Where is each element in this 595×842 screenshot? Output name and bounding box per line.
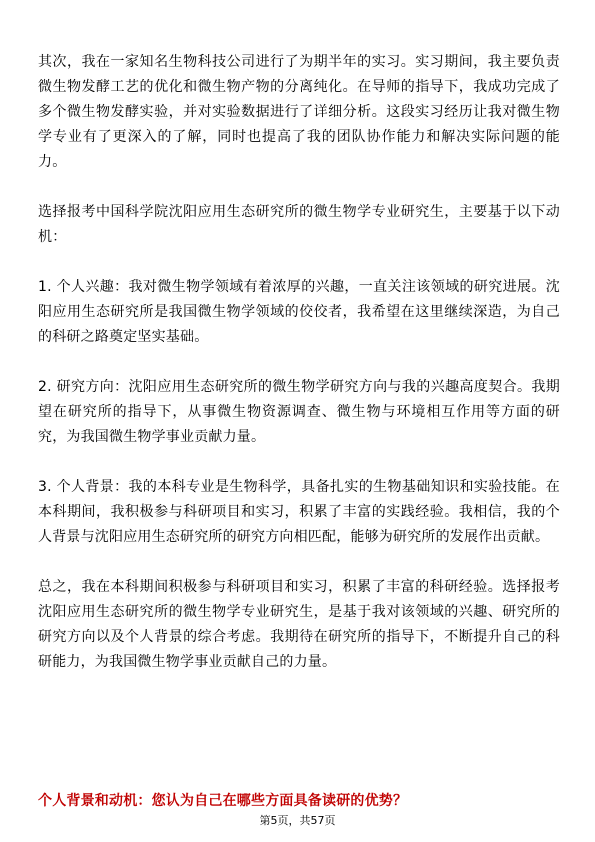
paragraph-personal-interest: 1. 个人兴趣：我对微生物学领域有着浓厚的兴趣，一直关注该领域的研究进展。沈阳应用生态研究所是我国微生物学领域的佼佼者，我希望在这里继续深造，为自己的科研之路奠定坚实基础。 bbox=[38, 279, 560, 345]
paragraph-personal-background: 3. 个人背景：我的本科专业是生物科学，具备扎实的生物基础知识和实验技能。在本科期间，我积极参与科研项目和实习，积累了丰富的实践经验。我相信，我的个人背景与沈阳应用生态研究所的研究方向相匹配，能够为研究所的发展作出贡献。 bbox=[38, 479, 560, 545]
document-body bbox=[38, 50, 560, 675]
question-heading: 个人背景和动机：您认为自己在哪些方面具备读研的优势？ bbox=[38, 793, 408, 809]
paragraph-conclusion: 总之，我在本科期间积极参与科研项目和实习，积累了丰富的科研经验。选择报考沈阳应用生态研究所的微生物学专业研究生，是基于我对该领域的兴趣、研究所的研究方向以及个人背景的综合考虑。我期待在研究所的指导下，不断提升自己的科研能力，为我国微生物学事业贡献自己的力量。 bbox=[38, 579, 560, 670]
paragraph-internship: 其次，我在一家知名生物科技公司进行了为期半年的实习。实习期间，我主要负责微生物发酵工艺的优化和微生物产物的分离纯化。在导师的指导下，我成功完成了多个微生物发酵实验，并对实验数据进行了详细分析。这段实习经历让我对微生物学专业有了更深入的了解，同时也提高了我的团队协作能力和解决实际问题的能力。 bbox=[38, 54, 560, 170]
page-number: 第5页，共57页 bbox=[259, 814, 336, 827]
paragraph-research-direction: 2. 研究方向：沈阳应用生态研究所的微生物学研究方向与我的兴趣高度契合。我期望在研究所的指导下，从事微生物资源调查、微生物与环境相互作用等方面的研究，为我国微生物学事业贡献力量。 bbox=[38, 379, 560, 445]
paragraph-motivation-intro: 选择报考中国科学院沈阳应用生态研究所的微生物学专业研究生，主要基于以下动机： bbox=[38, 204, 560, 245]
